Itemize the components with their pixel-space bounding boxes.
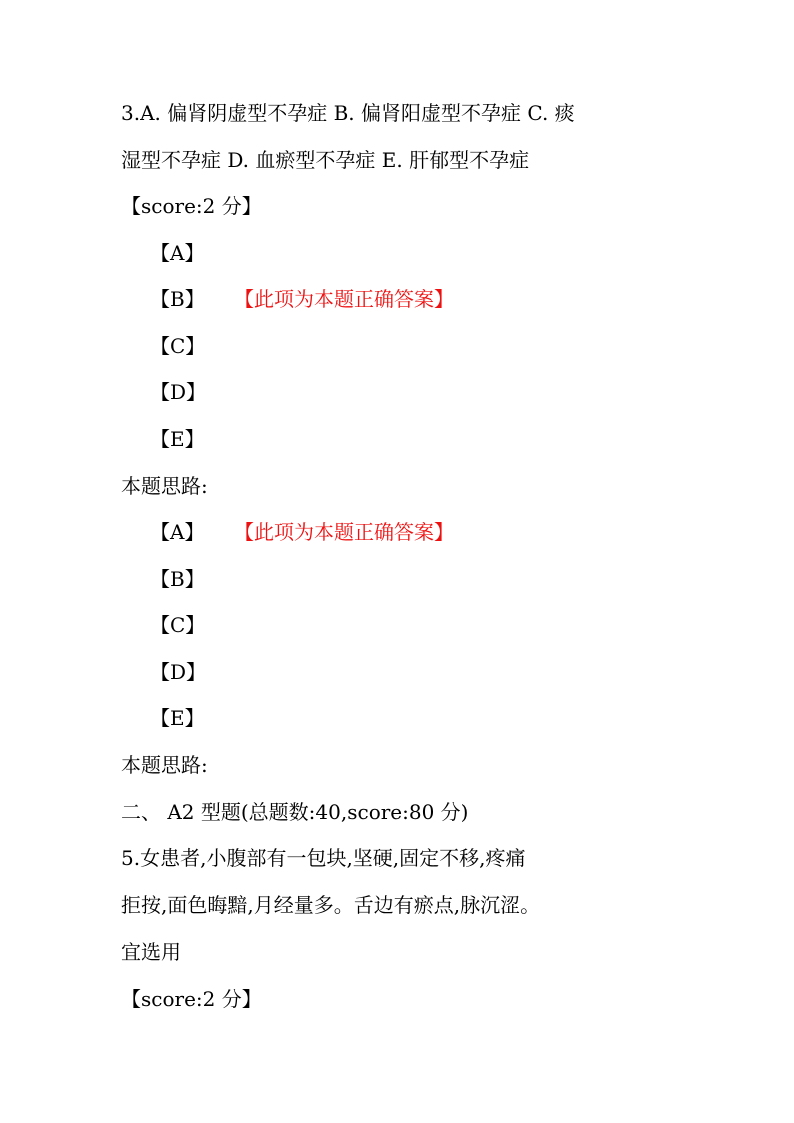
question-3-option-c: 【C】 bbox=[150, 334, 206, 358]
question-5-text-line-3: 宜选用 bbox=[121, 940, 181, 964]
question-3-score: 【score:2 分】 bbox=[121, 194, 262, 218]
question-4-thinking-label: 本题思路: bbox=[121, 753, 208, 777]
question-4-option-e: 【E】 bbox=[150, 706, 205, 730]
question-3-option-d: 【D】 bbox=[150, 380, 207, 404]
question-4-option-b: 【B】 bbox=[150, 567, 205, 591]
question-4-option-c: 【C】 bbox=[150, 613, 206, 637]
question-3-text-line-2: 湿型不孕症 D. 血瘀型不孕症 E. 肝郁型不孕症 bbox=[121, 148, 530, 172]
question-5-text-line-1: 5.女患者,小腹部有一包块,坚硬,固定不移,疼痛 bbox=[121, 846, 526, 870]
question-5-score: 【score:2 分】 bbox=[121, 987, 262, 1011]
question-3-correct-answer-label: 【此项为本题正确答案】 bbox=[234, 287, 454, 311]
question-3-option-e: 【E】 bbox=[150, 427, 205, 451]
question-3-thinking-label: 本题思路: bbox=[121, 474, 208, 498]
question-4-correct-answer-label: 【此项为本题正确答案】 bbox=[234, 520, 454, 544]
question-5-text-line-2: 拒按,面色晦黯,月经量多。舌边有瘀点,脉沉涩。 bbox=[121, 893, 541, 917]
question-4-option-d: 【D】 bbox=[150, 660, 207, 684]
question-3-text-line-1: 3.A. 偏肾阴虚型不孕症 B. 偏肾阳虚型不孕症 C. 痰 bbox=[121, 101, 575, 125]
question-3-option-a: 【A】 bbox=[150, 241, 205, 265]
section-heading: 二、 A2 型题(总题数:40,score:80 分) bbox=[121, 800, 469, 824]
question-3-option-b: 【B】 bbox=[150, 287, 205, 311]
question-4-option-a: 【A】 bbox=[150, 520, 205, 544]
